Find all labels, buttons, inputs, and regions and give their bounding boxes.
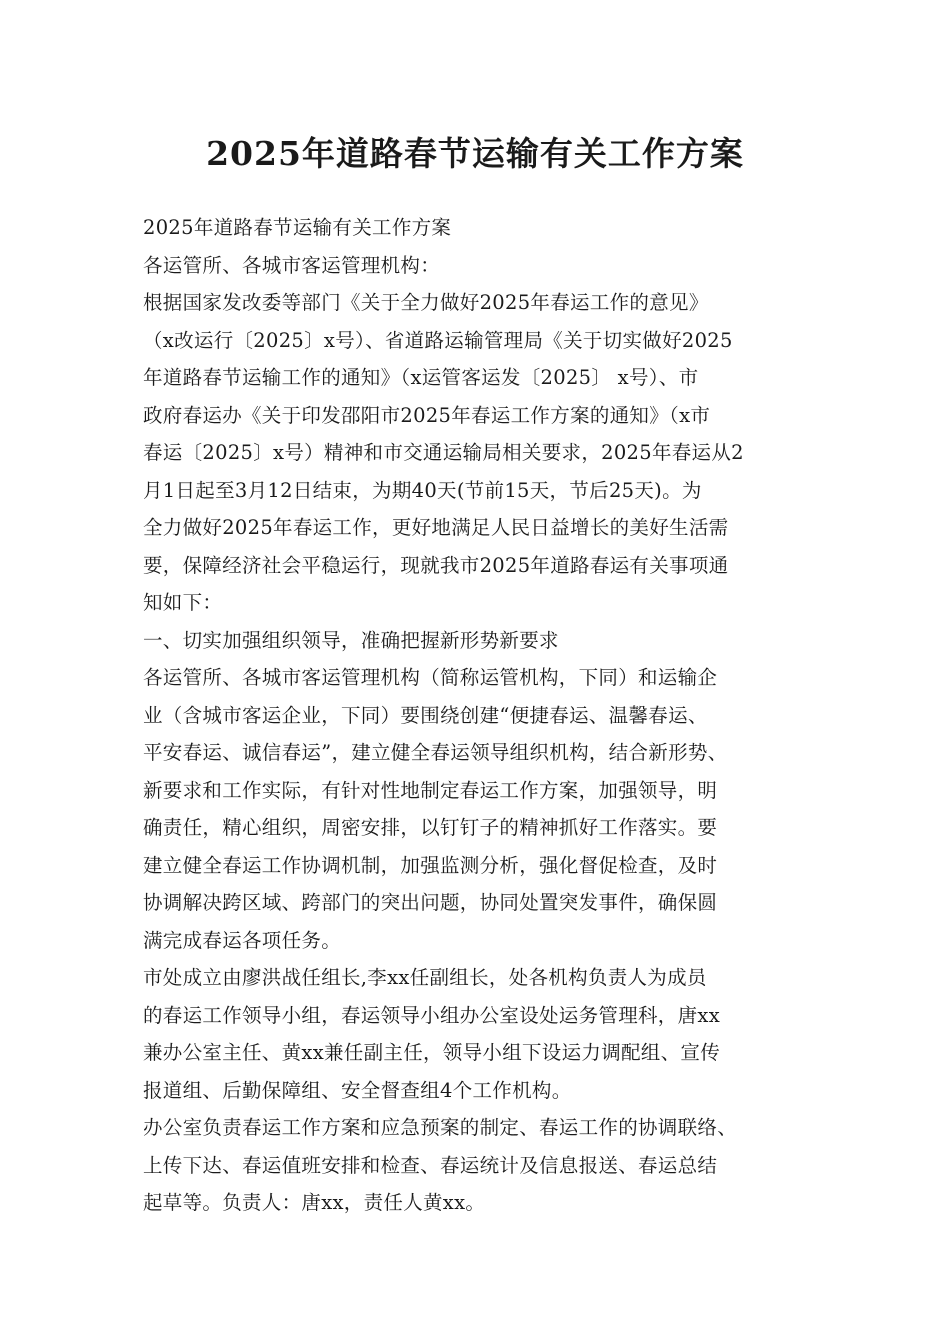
body-line: 各运管所、各城市客运管理机构（简称运管机构，下同）和运输企 xyxy=(143,666,718,689)
body-line: 上传下达、春运值班安排和检查、春运统计及信息报送、春运总结 xyxy=(143,1153,718,1177)
body-line: 知如下： xyxy=(143,591,223,614)
body-line: 协调解决跨区域、跨部门的突出问题，协同处置突发事件，确保圆 xyxy=(143,891,718,914)
body-line: 春运〔2025〕x号）精神和市交通运输局相关要求，2025年春运从2 xyxy=(143,441,744,464)
body-line: 办公室负责春运工作方案和应急预案的制定、春运工作的协调联络、 xyxy=(143,1116,738,1139)
body-line: 各运管所、各城市客运管理机构： xyxy=(143,253,441,277)
body-line: 根据国家发改委等部门《关于全力做好2025年春运工作的意见》 xyxy=(143,291,709,314)
body-line: 兼办公室主任、黄xx兼任副主任，领导小组下设运力调配组、宣传 xyxy=(143,1041,720,1064)
body-line: （x改运行〔2025〕x号）、省道路运输管理局《关于切实做好2025 xyxy=(143,328,733,352)
body-line: 年道路春节运输工作的通知》（x运管客运发〔2025〕 x号）、市 xyxy=(143,366,699,389)
body-line: 确责任，精心组织，周密安排，以钉钉子的精神抓好工作落实。要 xyxy=(143,816,718,839)
document-title: 2025年道路春节运输有关工作方案 xyxy=(206,134,744,173)
body-line: 月1日起至3月12日结束，为期40天(节前15天，节后25天)。为 xyxy=(143,478,702,502)
body-line: 业（含城市客运企业，下同）要围绕创建“便捷春运、温馨春运、 xyxy=(143,703,708,727)
body-line: 报道组、后勤保障组、安全督查组4个工作机构。 xyxy=(143,1078,572,1102)
body-line: 建立健全春运工作协调机制，加强监测分析，强化督促检查，及时 xyxy=(143,853,718,877)
body-line: 要，保障经济社会平稳运行，现就我市2025年道路春运有关事项通 xyxy=(143,553,729,577)
body-line: 市处成立由廖洪战任组长,李xx任副组长，处各机构负责人为成员 xyxy=(143,966,707,989)
body-line: 2025年道路春节运输有关工作方案 xyxy=(143,216,452,239)
body-line: 政府春运办《关于印发邵阳市2025年春运工作方案的通知》（x市 xyxy=(143,403,711,427)
document-body xyxy=(143,209,833,1222)
section-heading: 一、切实加强组织领导，准确把握新形势新要求 xyxy=(143,628,559,652)
body-line: 的春运工作领导小组，春运领导小组办公室设处运务管理科，唐xx xyxy=(143,1003,720,1027)
body-line: 起草等。负责人：唐xx，责任人黄xx。 xyxy=(143,1191,486,1214)
body-line: 新要求和工作实际，有针对性地制定春运工作方案，加强领导，明 xyxy=(143,778,718,802)
body-line: 全力做好2025年春运工作，更好地满足人民日益增长的美好生活需 xyxy=(143,516,729,539)
body-line: 平安春运、诚信春运”，建立健全春运领导组织机构，结合新形势、 xyxy=(143,741,728,764)
body-line: 满完成春运各项任务。 xyxy=(143,928,342,952)
